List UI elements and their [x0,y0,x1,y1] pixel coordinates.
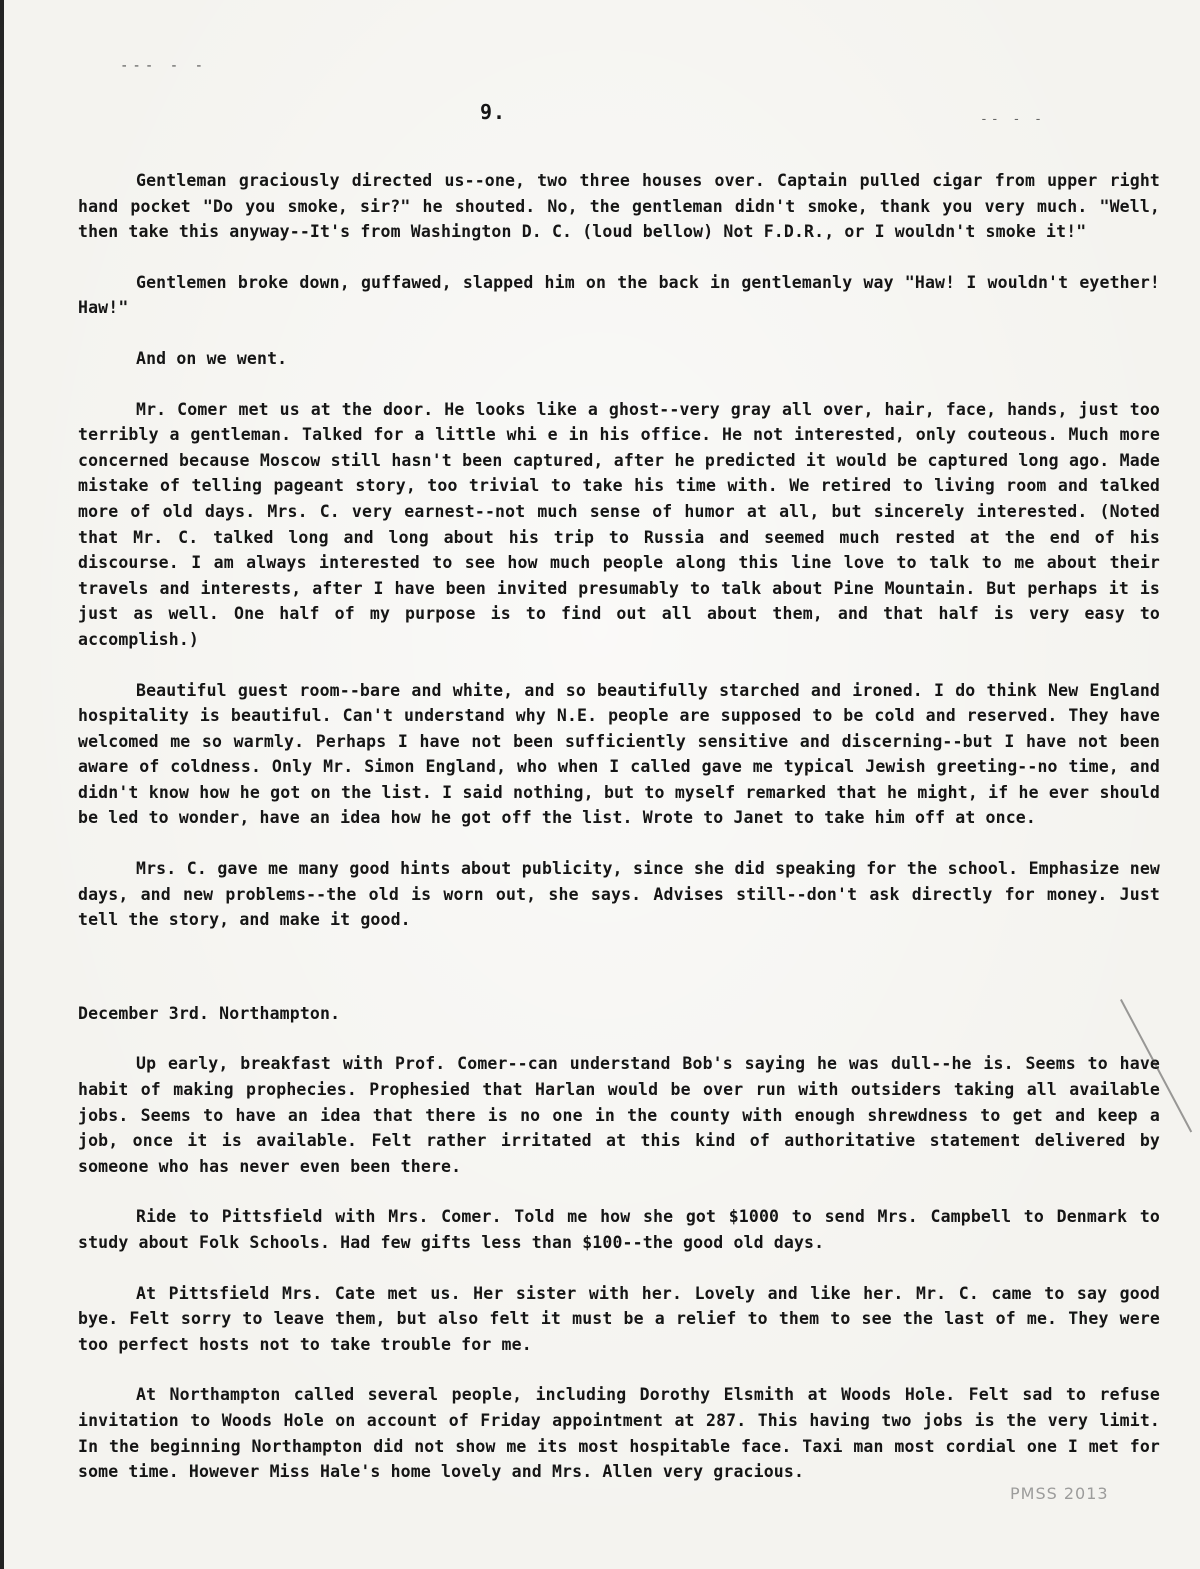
date-heading: December 3rd. Northampton. [78,1003,341,1023]
paragraph-gap [78,1357,1160,1382]
paragraph-publicity-hints: Mrs. C. gave me many good hints about publicity, since she did speaking for the school. Emphasize new days, and new problems--the old is worn out, she says. Advises still--don't ask directly for money. Just tell the story, and make it good. [78,859,1160,930]
paragraph-guest-room: Beautiful guest room--bare and white, and so beautifully starched and ironed. I do think New England hospitality is beautiful. Can't understand why N.E. people are supposed to be cold and reserved. They have welcomed me so warmly. Perhaps I have not been sufficiently sensitive and discerning--but I have not been aware of coldness. Only Mr. Simon England, who when I called gave me typical Jewish greeting--no time, and didn't know how he got on the list. I said nothing, but to myself remarked that he might, if he ever should be led to wonder, have an idea how he got off the list. Wrote to Janet to take him off at once. [78,680,1160,828]
paragraph-breakfast-prof-comer: Up early, breakfast with Prof. Comer--can understand Bob's saying he was dull--he is. Seems to have habit of making prophecies. Prophesied that Harlan would be over run with outsiders taking all available jobs. Seems to have an idea that there is no one in the county with enough shrewdness to get and keep a job, once it is available. Felt rather irritated at this kind of authoritative statement delivered by someone who has never even been there. [78,1054,1160,1176]
archive-watermark: PMSS 2013 [1010,1484,1109,1503]
paragraph-captain-cigar: Gentleman graciously directed us--one, two three houses over. Captain pulled cigar from upper right hand pocket "Do you smoke, sir?" he shouted. No, the gentleman didn't smoke, thank you very much. "Well, then take this anyway--It's from Washington D. C. (loud bellow) Not F.D.R., or I wouldn't smoke it!" [78,171,1160,242]
stray-marks-top-left: --- - - [120,58,208,74]
paragraph-gap [78,1256,1160,1281]
paragraph-gentlemen-guffawed: Gentlemen broke down, guffawed, slapped him on the back in gentlemanly way "Haw! I wouldn't eyether! Haw!" [78,272,1160,318]
paragraph-gap [78,653,1160,678]
stray-marks-top-right: -- - - [980,112,1045,127]
paragraph-gap [78,372,1160,397]
paragraph-ride-to-pittsfield: Ride to Pittsfield with Mrs. Comer. Told me how she got $1000 to send Mrs. Campbell to Denmark to study about Folk Schools. Had few gifts less than $100--the good old days. [78,1207,1160,1252]
paragraph-on-we-went: And on we went. [136,348,288,368]
typed-body [78,168,1160,1485]
section-gap [78,933,1160,1001]
paragraph-at-pittsfield: At Pittsfield Mrs. Cate met us. Her sister with her. Lovely and like her. Mr. C. came to say good bye. Felt sorry to leave them, but also felt it must be a relief to them to see the last of me. They were too perfect hosts not to take trouble for me. [78,1283,1160,1354]
paragraph-gap [78,321,1160,346]
paragraph-gap [78,245,1160,270]
page-number: 9. [480,100,507,124]
scan-left-edge [0,0,4,1569]
paragraph-mr-comer: Mr. Comer met us at the door. He looks like a ghost--very gray all over, hair, face, hands, just too terribly a gentleman. Talked for a little whi e in his office. He not interested, only couteous. Much more concerned because Moscow still hasn't been captured, after he predicted it would be captured long ago. Made mistake of telling pageant story, too trivial to take his time with. We retired to living room and talked more of old days. Mrs. C. very earnest--not much sense of humor at all, but sincerely interested. (Noted that Mr. C. talked long and long about his trip to Russia and seemed much rested at the end of his discourse. I am always interested to see how much people along this line love to talk to me about their travels and interests, after I have been invited presumably to talk about Pine Mountain. But perhaps it is just as well. One half of my purpose is to find out all about them, and that half is very easy to accomplish.) [78,399,1160,649]
paragraph-gap [78,1026,1160,1051]
paragraph-gap [78,1179,1160,1204]
paragraph-at-northampton: At Northampton called several people, including Dorothy Elsmith at Woods Hole. Felt sad to refuse invitation to Woods Hole on account of Friday appointment at 287. This having two jobs is the very limit. In the beginning Northampton did not show me its most hospitable face. Taxi man most cordial one I met for some time. However Miss Hale's home lovely and Mrs. Allen very gracious. [78,1385,1160,1482]
paragraph-gap [78,831,1160,856]
